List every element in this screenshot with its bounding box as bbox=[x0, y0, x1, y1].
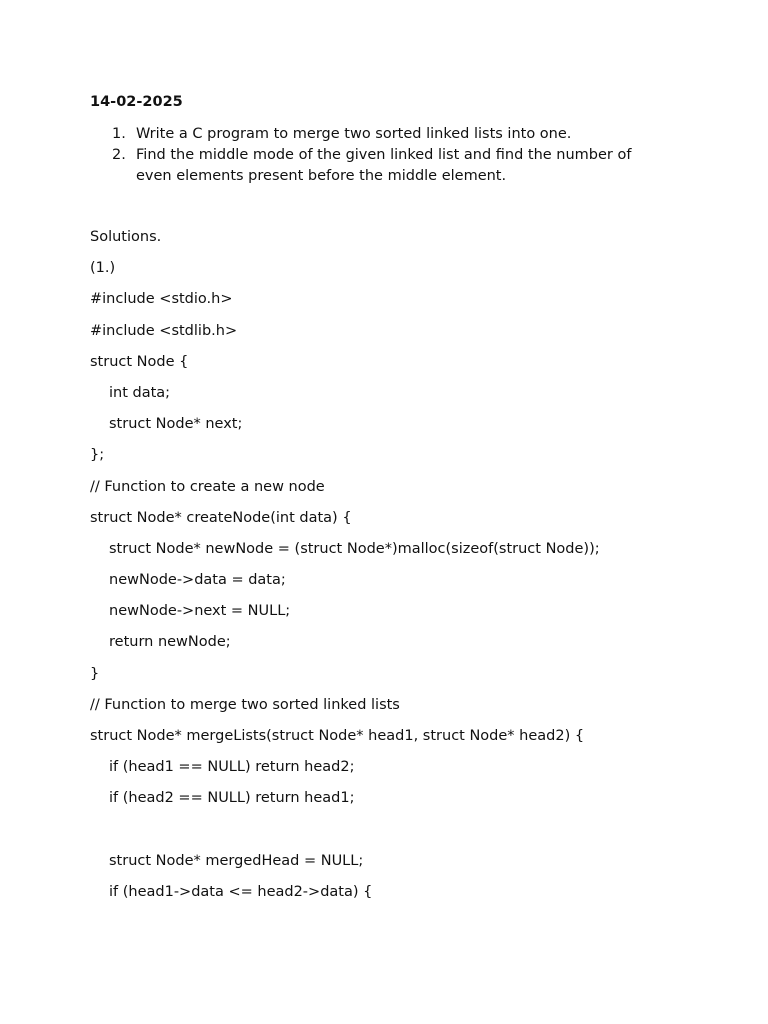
task-item bbox=[90, 145, 670, 187]
code-line: struct Node* mergedHead = NULL; bbox=[109, 852, 364, 869]
task-number: 2. bbox=[112, 147, 126, 163]
code-line: // Function to create a new node bbox=[90, 478, 325, 495]
task-text: Find the middle mode of the given linked list and find the number of even elements present before the middle element. bbox=[136, 147, 632, 184]
solutions-heading: Solutions. bbox=[90, 229, 162, 245]
code-block bbox=[90, 289, 730, 913]
code-line: struct Node* createNode(int data) { bbox=[90, 509, 352, 526]
task-text: Write a C program to merge two sorted linked lists into one. bbox=[136, 126, 572, 142]
code-line: #include <stdlib.h> bbox=[90, 322, 238, 339]
part-label: (1.) bbox=[90, 260, 116, 277]
code-line: int data; bbox=[109, 384, 171, 401]
code-line: struct Node* next; bbox=[109, 416, 243, 433]
code-line: // Function to merge two sorted linked lists bbox=[90, 696, 400, 713]
code-line: struct Node* newNode = (struct Node*)malloc(sizeof(struct Node)); bbox=[109, 540, 600, 557]
code-line: return newNode; bbox=[109, 634, 231, 651]
code-line: struct Node* mergeLists(struct Node* head1, struct Node* head2) { bbox=[90, 728, 585, 744]
code-line bbox=[90, 820, 730, 851]
code-line: if (head1 == NULL) return head2; bbox=[109, 759, 355, 776]
code-line: if (head2 == NULL) return head1; bbox=[109, 790, 355, 807]
task-item bbox=[90, 124, 670, 145]
code-line: }; bbox=[90, 447, 105, 464]
code-line: newNode->data = data; bbox=[109, 572, 286, 589]
code-line: struct Node { bbox=[90, 353, 189, 370]
code-line: newNode->next = NULL; bbox=[109, 603, 291, 620]
document-date: 14-02-2025 bbox=[90, 94, 183, 110]
code-line: #include <stdio.h> bbox=[90, 291, 233, 308]
code-line: } bbox=[90, 665, 100, 682]
code-line: if (head1->data <= head2->data) { bbox=[109, 883, 373, 900]
task-list bbox=[90, 124, 670, 187]
task-number: 1. bbox=[112, 126, 126, 142]
solutions-section bbox=[90, 227, 730, 913]
